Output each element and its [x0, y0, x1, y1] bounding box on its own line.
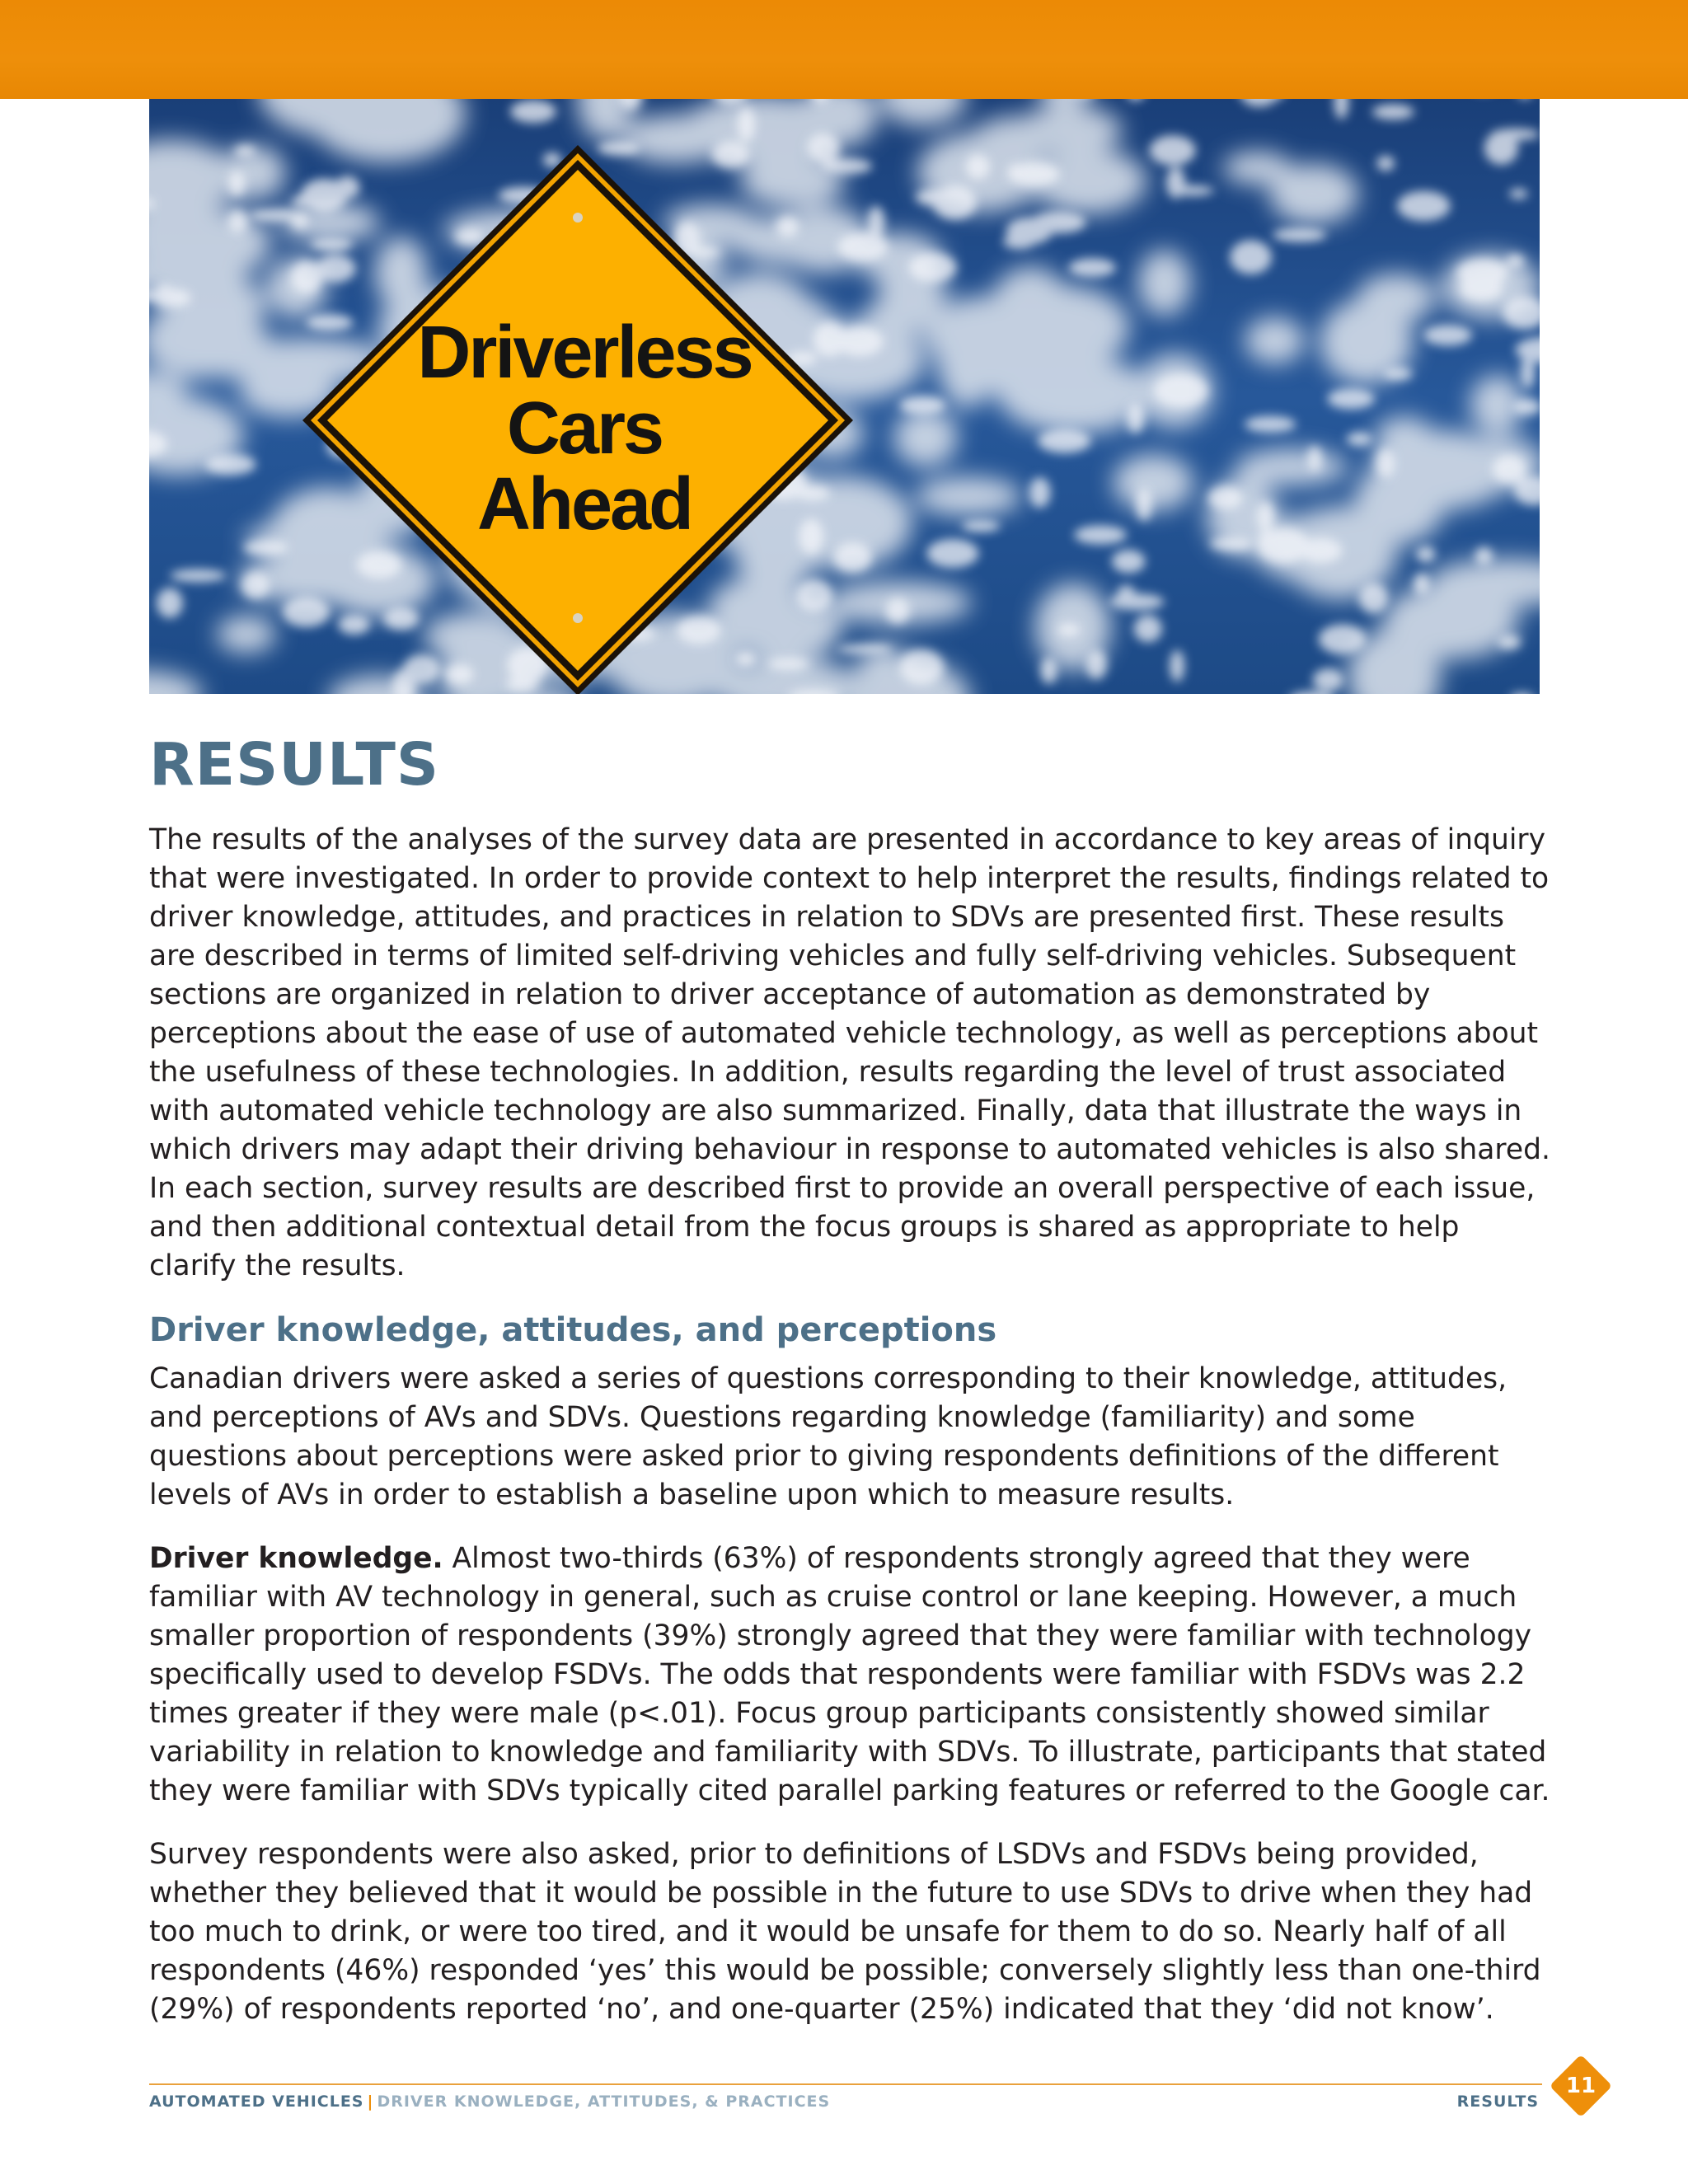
subsection-intro-paragraph: Canadian drivers were asked a series of questions corresponding to their knowledge, attitudes, and perceptions of AVs and SDVs. Questions regarding knowledge (familiarity) and some questions about perceptions were asked prior to giving respondents definitions of the different levels of AVs in order to establish a baseline upon which to measure results.: [149, 1362, 1507, 1512]
footer-running-title: [149, 2093, 830, 2111]
footer-report-title: AUTOMATED VEHICLES: [149, 2093, 364, 2111]
intro-paragraph: The results of the analyses of the survey data are presented in accordance to key areas of inquiry that were investigated. In order to provide context to help interpret the results, findings related to driver knowledge, attitudes, and practices in relation to SDVs are presented first. These results are described in terms of limited self-driving vehicles and fully self-driving vehicles. Subsequent sections are organized in relation to driver acceptance of automation as demonstrated by perceptions about the ease of use of automated vehicle technology, as well as perceptions about the usefulness of these technologies. In addition, results regarding the level of trust associated with automated vehicle technology are also summarized. Finally, data that illustrate the ways in which drivers may adapt their driving behaviour in response to automated vehicles is also shared. In each section, survey results are described first to provide an overall perspective of each issue, and then additional contextual detail from the focus groups is shared as appropriate to help clarify the results.: [149, 823, 1550, 1283]
driver-knowledge-paragraph: [149, 1540, 1550, 1811]
page-number-badge: [1550, 2055, 1612, 2117]
hero-image: [149, 99, 1540, 694]
footer-separator: |: [367, 2093, 374, 2111]
survey-paragraph: Survey respondents were also asked, prior to definitions of LSDVs and FSDVs being provided, whether they believed that it would be possible in the future to use SDVs to drive when they had too much to drink, or were too tired, and it would be unsafe for them to do so. Nearly half of all respondents (46%) responded ‘yes’ this would be possible; conversely slightly less than one-third (29%) of respondents reported ‘no’, and one-quarter (25%) indicated that they ‘did not know’.: [149, 1838, 1541, 2027]
sky-sign-illustration: [149, 99, 1540, 694]
top-banner: [0, 0, 1688, 99]
footer-section-name: RESULTS: [1456, 2093, 1539, 2111]
driver-knowledge-text: Almost two-thirds (63%) of respondents strongly agreed that they were familiar with AV technology in general, such as cruise control or lane keeping. However, a much smaller proportion of respondents (39%) strongly agreed that they were familiar with technology specifically used to develop FSDVs. The odds that respondents were familiar with FSDVs was 2.2 times greater if they were male (p<.01). Focus group participants consistently showed similar variability in relation to knowledge and familiarity with SDVs. To illustrate, participants that stated they were familiar with SDVs typically cited parallel parking features or referred to the Google car.: [149, 1542, 1550, 1808]
footer-divider: [149, 2083, 1542, 2085]
page-number: 11: [1565, 2074, 1597, 2098]
footer-report-subtitle: DRIVER KNOWLEDGE, ATTITUDES, & PRACTICES: [377, 2093, 831, 2111]
results-section: [149, 729, 1550, 2029]
sign-line-1: Driverless: [417, 312, 752, 394]
driver-knowledge-lead: Driver knowledge.: [149, 1542, 443, 1576]
subheading: Driver knowledge, attitudes, and perceptions: [149, 1311, 997, 1350]
sign-line-3: Ahead: [476, 463, 692, 546]
section-title: RESULTS: [149, 730, 440, 799]
sign-line-2: Cars: [506, 387, 663, 470]
